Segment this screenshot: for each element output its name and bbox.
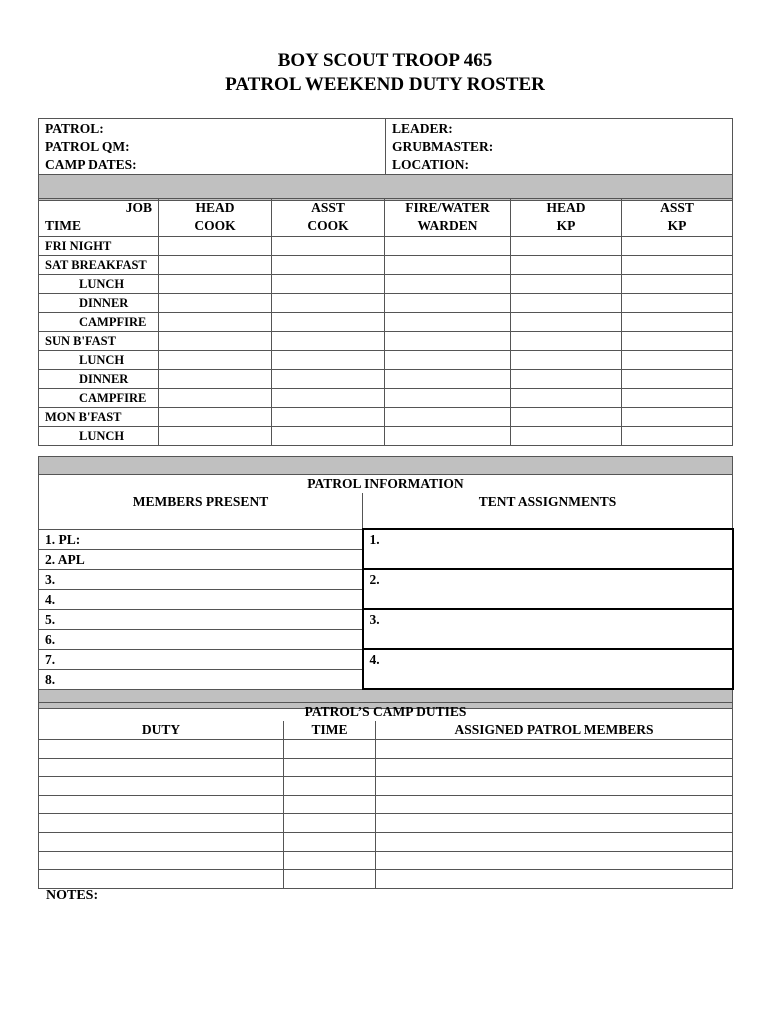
leader-label: LEADER: — [392, 121, 453, 136]
roster-entry-cell[interactable] — [159, 332, 272, 351]
job-time-header — [39, 199, 159, 237]
roster-entry-cell[interactable] — [272, 275, 385, 294]
duty-entry-cell[interactable] — [39, 777, 284, 796]
time-slot-label: DINNER — [39, 370, 159, 389]
camp-dates-label: CAMP DATES: — [45, 157, 137, 172]
members-entry-cell[interactable] — [376, 777, 733, 796]
member-row[interactable]: 4. — [39, 589, 363, 609]
time-entry-cell[interactable] — [284, 740, 376, 759]
time-slot-label: SUN B'FAST — [39, 332, 159, 351]
camp-duty-row — [39, 814, 733, 833]
header-info-table — [38, 118, 733, 201]
members-entry-cell[interactable] — [376, 832, 733, 851]
roster-entry-cell[interactable] — [511, 370, 622, 389]
time-slot-label: DINNER — [39, 294, 159, 313]
time-slot-label: MON B'FAST — [39, 408, 159, 427]
column-fire-water-warden: FIRE/WATER WARDEN — [385, 199, 511, 237]
duty-entry-cell[interactable] — [39, 814, 284, 833]
roster-entry-cell[interactable] — [272, 351, 385, 370]
duty-column-header: DUTY — [39, 721, 284, 740]
time-slot-label: LUNCH — [39, 351, 159, 370]
roster-entry-cell[interactable] — [622, 427, 733, 446]
member-row[interactable]: 3. — [39, 569, 363, 589]
roster-entry-cell[interactable] — [385, 256, 511, 275]
roster-entry-cell[interactable] — [511, 389, 622, 408]
tent-row[interactable]: 3. — [363, 609, 733, 649]
camp-duty-row — [39, 777, 733, 796]
time-slot-label: LUNCH — [39, 427, 159, 446]
time-slot-label: LUNCH — [39, 275, 159, 294]
roster-entry-cell[interactable] — [385, 351, 511, 370]
members-entry-cell[interactable] — [376, 740, 733, 759]
roster-entry-cell[interactable] — [159, 256, 272, 275]
members-entry-cell[interactable] — [376, 795, 733, 814]
time-label: TIME — [45, 218, 82, 233]
roster-entry-cell[interactable] — [272, 237, 385, 256]
notes-label: NOTES: — [46, 888, 99, 903]
time-entry-cell[interactable] — [284, 758, 376, 777]
roster-entry-cell[interactable] — [159, 370, 272, 389]
tent-row[interactable]: 2. — [363, 569, 733, 609]
camp-duties-heading: PATROL’S CAMP DUTIES — [39, 703, 733, 722]
roster-entry-cell[interactable] — [385, 294, 511, 313]
shaded-divider — [39, 175, 733, 201]
duty-roster-table — [38, 198, 733, 446]
members-present-heading: MEMBERS PRESENT — [39, 493, 363, 529]
time-slot-label: CAMPFIRE — [39, 389, 159, 408]
header-right-cell[interactable] — [386, 119, 733, 175]
patrol-qm-label: PATROL QM: — [45, 139, 130, 154]
document-title: BOY SCOUT TROOP 465 — [277, 50, 493, 71]
duty-entry-cell[interactable] — [39, 832, 284, 851]
member-row[interactable]: 6. — [39, 629, 363, 649]
roster-entry-cell[interactable] — [511, 237, 622, 256]
member-row[interactable]: 5. — [39, 609, 363, 629]
member-row[interactable]: 8. — [39, 669, 363, 689]
camp-duty-row — [39, 832, 733, 851]
roster-entry-cell[interactable] — [159, 313, 272, 332]
time-entry-cell[interactable] — [284, 777, 376, 796]
roster-entry-cell[interactable] — [622, 332, 733, 351]
tent-assignments-heading: TENT ASSIGNMENTS — [363, 493, 733, 529]
roster-entry-cell[interactable] — [622, 237, 733, 256]
duty-entry-cell[interactable] — [39, 795, 284, 814]
roster-entry-cell[interactable] — [385, 332, 511, 351]
roster-entry-cell[interactable] — [622, 275, 733, 294]
time-slot-label: CAMPFIRE — [39, 313, 159, 332]
time-entry-cell[interactable] — [284, 851, 376, 870]
column-asst-kp: ASST KP — [622, 199, 733, 237]
roster-entry-cell[interactable] — [159, 408, 272, 427]
job-label: JOB — [125, 200, 152, 215]
roster-entry-cell[interactable] — [272, 408, 385, 427]
roster-entry-cell[interactable] — [511, 313, 622, 332]
roster-entry-cell[interactable] — [622, 351, 733, 370]
camp-duty-row — [39, 795, 733, 814]
time-entry-cell[interactable] — [284, 814, 376, 833]
duty-entry-cell[interactable] — [39, 870, 284, 889]
tent-row[interactable]: 1. — [363, 529, 733, 569]
time-column-header: TIME — [284, 721, 376, 740]
column-head-cook: HEAD COOK — [159, 199, 272, 237]
roster-entry-cell[interactable] — [511, 275, 622, 294]
patrol-label: PATROL: — [45, 121, 104, 136]
roster-entry-cell[interactable] — [511, 332, 622, 351]
duty-entry-cell[interactable] — [39, 851, 284, 870]
roster-entry-cell[interactable] — [511, 351, 622, 370]
roster-entry-cell[interactable] — [159, 275, 272, 294]
roster-entry-cell[interactable] — [272, 313, 385, 332]
time-slot-label: FRI NIGHT — [39, 237, 159, 256]
duty-entry-cell[interactable] — [39, 758, 284, 777]
camp-duty-row — [39, 758, 733, 777]
patrol-information-table — [38, 456, 734, 709]
duty-entry-cell[interactable] — [39, 740, 284, 759]
roster-entry-cell[interactable] — [272, 427, 385, 446]
members-entry-cell[interactable] — [376, 758, 733, 777]
member-row[interactable]: 1. PL: — [39, 529, 363, 549]
time-slot-label: SAT BREAKFAST — [39, 256, 159, 275]
roster-entry-cell[interactable] — [385, 408, 511, 427]
location-label: LOCATION: — [392, 157, 470, 172]
roster-entry-cell[interactable] — [622, 294, 733, 313]
roster-entry-cell[interactable] — [272, 389, 385, 408]
time-entry-cell[interactable] — [284, 832, 376, 851]
roster-entry-cell[interactable] — [272, 332, 385, 351]
header-left-cell[interactable] — [39, 119, 386, 175]
member-row[interactable]: 7. — [39, 649, 363, 669]
roster-entry-cell[interactable] — [272, 294, 385, 313]
roster-entry-cell[interactable] — [159, 389, 272, 408]
roster-entry-cell[interactable] — [385, 313, 511, 332]
members-entry-cell[interactable] — [376, 814, 733, 833]
roster-entry-cell[interactable] — [385, 370, 511, 389]
roster-entry-cell[interactable] — [385, 427, 511, 446]
roster-entry-cell[interactable] — [159, 294, 272, 313]
camp-duty-row — [39, 851, 733, 870]
roster-entry-cell[interactable] — [622, 256, 733, 275]
roster-entry-cell[interactable] — [622, 370, 733, 389]
document-subtitle: PATROL WEEKEND DUTY ROSTER — [225, 74, 545, 95]
column-asst-cook: ASST COOK — [272, 199, 385, 237]
roster-entry-cell[interactable] — [511, 427, 622, 446]
roster-entry-cell[interactable] — [385, 389, 511, 408]
time-entry-cell[interactable] — [284, 870, 376, 889]
time-entry-cell[interactable] — [284, 795, 376, 814]
roster-entry-cell[interactable] — [511, 256, 622, 275]
roster-entry-cell[interactable] — [385, 237, 511, 256]
camp-duties-table — [38, 702, 733, 889]
patrol-information-heading: PATROL INFORMATION — [39, 475, 733, 494]
roster-entry-cell[interactable] — [622, 408, 733, 427]
grubmaster-label: GRUBMASTER: — [392, 139, 494, 154]
shaded-divider — [39, 457, 733, 475]
column-head-kp: HEAD KP — [511, 199, 622, 237]
member-row[interactable]: 2. APL — [39, 549, 363, 569]
roster-entry-cell[interactable] — [511, 294, 622, 313]
roster-entry-cell[interactable] — [159, 237, 272, 256]
tent-row[interactable]: 4. — [363, 649, 733, 689]
roster-entry-cell[interactable] — [159, 351, 272, 370]
members-entry-cell[interactable] — [376, 851, 733, 870]
roster-entry-cell[interactable] — [622, 389, 733, 408]
roster-entry-cell[interactable] — [272, 256, 385, 275]
members-entry-cell[interactable] — [376, 870, 733, 889]
camp-duty-row — [39, 870, 733, 889]
roster-entry-cell[interactable] — [272, 370, 385, 389]
assigned-members-column-header: ASSIGNED PATROL MEMBERS — [376, 721, 733, 740]
roster-entry-cell[interactable] — [622, 313, 733, 332]
roster-entry-cell[interactable] — [159, 427, 272, 446]
camp-duty-row — [39, 740, 733, 759]
roster-entry-cell[interactable] — [385, 275, 511, 294]
roster-entry-cell[interactable] — [511, 408, 622, 427]
